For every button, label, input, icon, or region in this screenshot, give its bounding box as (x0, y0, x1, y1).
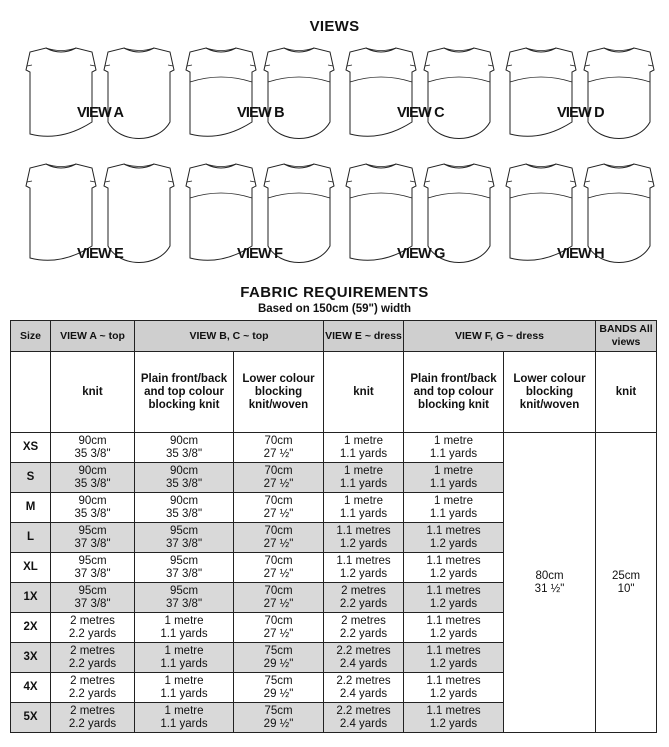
view-e-cell: 2.2 metres 2.4 yards (324, 703, 404, 733)
view-fg-plain-cell: 1.1 metres 1.2 yards (404, 613, 504, 643)
view-e-cell: 1 metre 1.1 yards (324, 433, 404, 463)
size-cell: 3X (11, 643, 51, 673)
views-title: VIEWS (309, 18, 360, 35)
size-cell: 5X (11, 703, 51, 733)
view-e-cell: 2 metres 2.2 yards (324, 583, 404, 613)
view-a-cell: 2 metres 2.2 yards (51, 703, 135, 733)
view-bc-lower-cell: 75cm 29 ½" (234, 643, 324, 673)
view-bc-lower-cell: 70cm 27 ½" (234, 553, 324, 583)
view-bc-plain-cell: 90cm 35 3/8" (135, 463, 234, 493)
view-a-cell: 90cm 35 3/8" (51, 433, 135, 463)
view-e-cell: 1 metre 1.1 yards (324, 463, 404, 493)
garment-illustration (22, 158, 178, 274)
size-cell: M (11, 493, 51, 523)
view-label: VIEW B (237, 105, 284, 121)
views-illustrations (22, 42, 652, 274)
header-view-fg: VIEW F, G ~ dress (404, 321, 596, 352)
view-fg-plain-cell: 1.1 metres 1.2 yards (404, 643, 504, 673)
view-bc-lower-cell: 70cm 27 ½" (234, 433, 324, 463)
view-e-cell: 1.1 metres 1.2 yards (324, 523, 404, 553)
garment-drawing (502, 42, 658, 158)
view-bc-lower-cell: 70cm 27 ½" (234, 583, 324, 613)
view-bc-plain-cell: 95cm 37 3/8" (135, 553, 234, 583)
header-bands: BANDS All views (596, 321, 657, 352)
view-bc-plain-cell: 95cm 37 3/8" (135, 523, 234, 553)
view-fg-lower-cell: 80cm 31 ½" (504, 433, 596, 733)
view-fg-plain-cell: 1 metre 1.1 yards (404, 463, 504, 493)
garment-drawing (342, 42, 498, 158)
table-row (11, 433, 657, 463)
view-bc-lower-cell: 75cm 29 ½" (234, 673, 324, 703)
size-cell: 4X (11, 673, 51, 703)
size-cell: XS (11, 433, 51, 463)
table-header-row (11, 321, 657, 352)
view-label: VIEW D (557, 105, 604, 121)
table-subheader-row (11, 352, 657, 433)
header-view-bc: VIEW B, C ~ top (135, 321, 324, 352)
subheader-fg-plain: Plain front/back and top colour blocking knit (404, 352, 504, 433)
fabric-width-subtitle: Based on 150cm (59") width (257, 303, 412, 315)
garment-illustration (182, 158, 338, 274)
view-bc-plain-cell: 90cm 35 3/8" (135, 433, 234, 463)
size-cell: 2X (11, 613, 51, 643)
view-a-cell: 2 metres 2.2 yards (51, 673, 135, 703)
size-cell: S (11, 463, 51, 493)
view-bc-plain-cell: 1 metre 1.1 yards (135, 673, 234, 703)
view-fg-plain-cell: 1.1 metres 1.2 yards (404, 673, 504, 703)
garment-illustration (502, 158, 658, 274)
view-label: VIEW E (77, 246, 123, 262)
fabric-requirements-title: FABRIC REQUIREMENTS (240, 284, 429, 301)
view-bc-plain-cell: 90cm 35 3/8" (135, 493, 234, 523)
view-e-cell: 1 metre 1.1 yards (324, 493, 404, 523)
garment-drawing (22, 42, 178, 158)
subheader-bands-knit: knit (596, 352, 657, 433)
view-bc-lower-cell: 70cm 27 ½" (234, 523, 324, 553)
garment-illustration (342, 42, 498, 158)
view-a-cell: 90cm 35 3/8" (51, 463, 135, 493)
garment-illustration (342, 158, 498, 274)
view-e-cell: 2.2 metres 2.4 yards (324, 673, 404, 703)
view-a-cell: 2 metres 2.2 yards (51, 613, 135, 643)
view-bc-lower-cell: 70cm 27 ½" (234, 613, 324, 643)
view-label: VIEW A (77, 105, 124, 121)
view-fg-plain-cell: 1.1 metres 1.2 yards (404, 583, 504, 613)
header-size: Size (11, 321, 51, 352)
subheader-e-knit: knit (324, 352, 404, 433)
view-a-cell: 2 metres 2.2 yards (51, 643, 135, 673)
header-view-a: VIEW A ~ top (51, 321, 135, 352)
view-fg-plain-cell: 1 metre 1.1 yards (404, 433, 504, 463)
view-a-cell: 90cm 35 3/8" (51, 493, 135, 523)
view-bc-plain-cell: 1 metre 1.1 yards (135, 643, 234, 673)
view-fg-plain-cell: 1.1 metres 1.2 yards (404, 553, 504, 583)
view-a-cell: 95cm 37 3/8" (51, 523, 135, 553)
garment-illustration (182, 42, 338, 158)
subheader-fg-lower: Lower colour blocking knit/woven (504, 352, 596, 433)
view-bc-plain-cell: 95cm 37 3/8" (135, 583, 234, 613)
view-fg-plain-cell: 1.1 metres 1.2 yards (404, 523, 504, 553)
size-cell: 1X (11, 583, 51, 613)
view-bc-lower-cell: 70cm 27 ½" (234, 463, 324, 493)
view-label: VIEW C (397, 105, 444, 121)
garment-drawing (182, 42, 338, 158)
bands-cell: 25cm 10" (596, 433, 657, 733)
view-a-cell: 95cm 37 3/8" (51, 553, 135, 583)
view-bc-lower-cell: 75cm 29 ½" (234, 703, 324, 733)
view-fg-plain-cell: 1 metre 1.1 yards (404, 493, 504, 523)
view-a-cell: 95cm 37 3/8" (51, 583, 135, 613)
view-e-cell: 1.1 metres 1.2 yards (324, 553, 404, 583)
subheader-a-knit: knit (51, 352, 135, 433)
view-bc-lower-cell: 70cm 27 ½" (234, 493, 324, 523)
view-label: VIEW H (557, 246, 604, 262)
size-cell: XL (11, 553, 51, 583)
view-fg-plain-cell: 1.1 metres 1.2 yards (404, 703, 504, 733)
view-bc-plain-cell: 1 metre 1.1 yards (135, 613, 234, 643)
size-cell: L (11, 523, 51, 553)
subheader-bc-plain: Plain front/back and top colour blocking knit (135, 352, 234, 433)
view-label: VIEW F (237, 246, 283, 262)
view-e-cell: 2 metres 2.2 yards (324, 613, 404, 643)
garment-illustration (22, 42, 178, 158)
subheader-empty (11, 352, 51, 433)
header-view-e: VIEW E ~ dress (324, 321, 404, 352)
view-label: VIEW G (397, 246, 445, 262)
subheader-bc-lower: Lower colour blocking knit/woven (234, 352, 324, 433)
view-e-cell: 2.2 metres 2.4 yards (324, 643, 404, 673)
view-bc-plain-cell: 1 metre 1.1 yards (135, 703, 234, 733)
garment-illustration (502, 42, 658, 158)
fabric-requirements-table (10, 320, 657, 733)
